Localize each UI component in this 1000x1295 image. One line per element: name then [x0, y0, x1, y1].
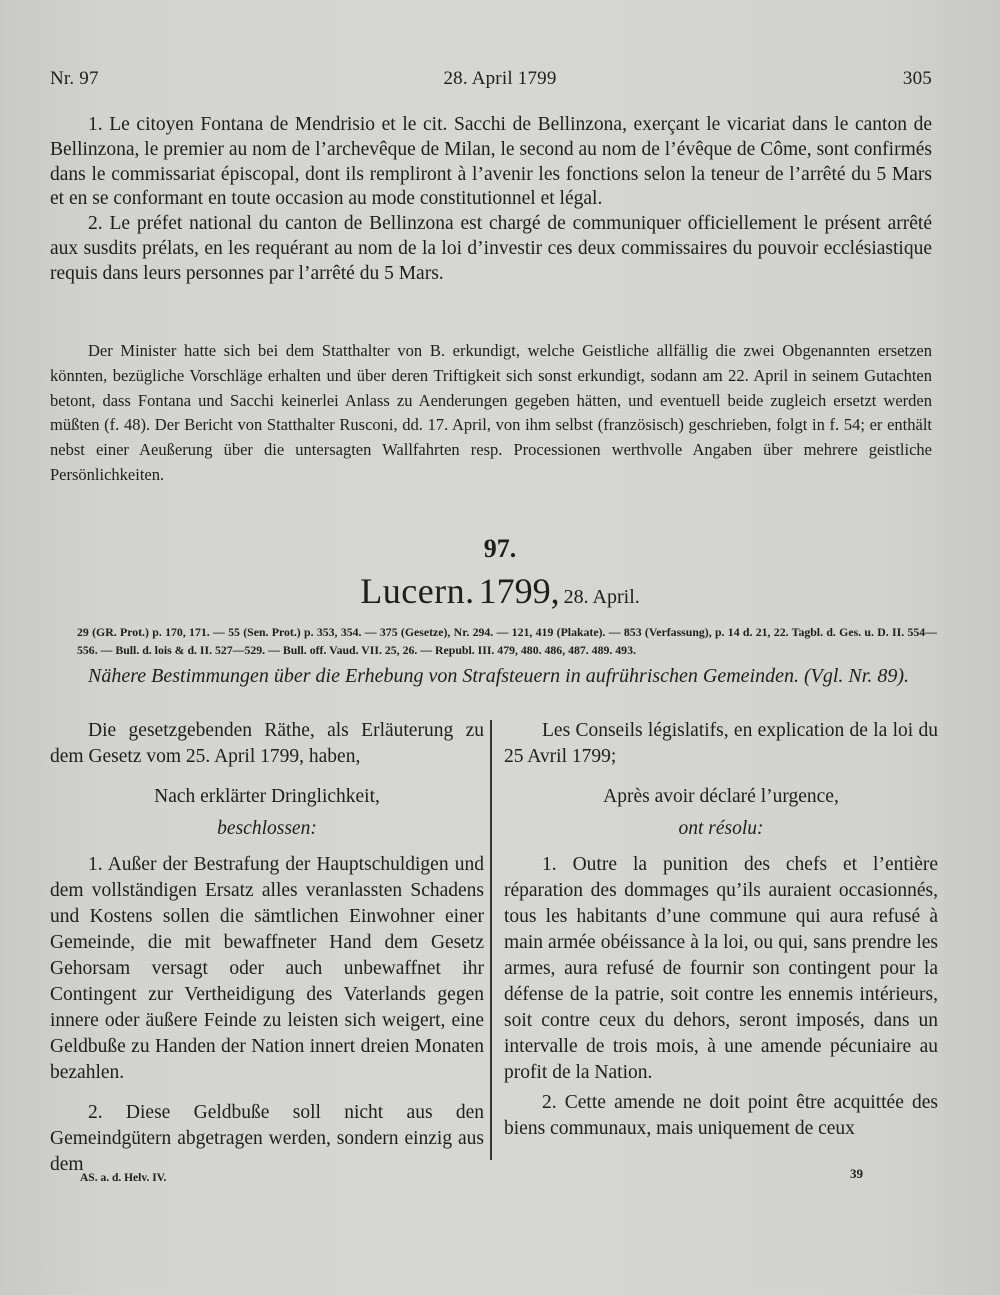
- document-date: 28. April.: [563, 586, 640, 608]
- document-year: 1799,: [478, 571, 560, 611]
- column-divider: [490, 720, 492, 1160]
- french-urgency: Après avoir déclaré l’urgence,: [603, 786, 839, 807]
- source-references: [77, 624, 937, 659]
- german-article-1: 1. Außer der Bestrafung der Hauptschuldigen und dem vollständigen Ersatz alles veranlassten Schadens und Kostens sollen die sämtlichen Einwohner einer Gemeinde, die mit bewaffneter Hand dem Gesetz Gehorsam versagt oder auch unbewaffnet ihr Contingent zur Vertheidigung des Vaterlands gegen innere oder äußere Feinde zu leisten sich weigert, eine Geldbuße zu Handen der Nation innert dreien Monaten bezahlen.: [50, 854, 484, 1083]
- german-article-2: 2. Diese Geldbuße soll nicht aus den Gemeindgütern abgetragen werden, sondern einzig aus dem: [50, 1102, 484, 1175]
- top-articles: [50, 113, 932, 287]
- french-intro: Les Conseils législatifs, en explication de la loi du 25 Avril 1799;: [504, 720, 938, 767]
- french-article-2: 2. Cette amende ne doit point être acquittée des biens communaux, mais uniquement de ceux: [504, 1092, 938, 1139]
- footer-sheet-signature: 39: [850, 1166, 863, 1181]
- top-article-2: 2. Le préfet national du canton de Bellinzona est chargé de communiquer officiellement le présent arrêté aux susdits prélats, en les requérant au nom de la loi d’investir ces deux commissaires du pouvoir ecclésiastique requis dans leurs personnes par l’arrêté du 5 Mars.: [50, 213, 932, 284]
- top-article-1: 1. Le citoyen Fontana de Mendrisio et le cit. Sacchi de Bellinzona, exerçant le vicariat dans le canton de Bellinzona, le premier au nom de l’archevêque de Milan, le second au nom de l’évêque de Côme, sont confirmés dans le commissariat épiscopal, dont ils rempliront à l’avenir les fonctions selon la teneur de l’arrêté du 5 Mars et en se conformant en toute occasion au mode constitutionnel et légal.: [50, 114, 932, 210]
- source-references-text: 29 (GR. Prot.) p. 170, 171. — 55 (Sen. Prot.) p. 353, 354. — 375 (Gesetze), Nr. 294. — 121, 419 (Plakate). — 853 (Verfassung), p. 14 d. 21, 22. Tagbl. d. Ges. u. D. II. 554—556. — Bull. d. lois & d. II. 527—529. — Bull. off. Vaud. VII. 25, 26. — Republ. III. 479, 480. 486, 487. 489. 493.: [77, 625, 937, 657]
- french-article-1: 1. Outre la punition des chefs et l’entière réparation des dommages qu’ils auraient occasionnés, tous les habitants d’une commune qui aura refusé à main armée obéissance à la loi, ou qui, sans prendre les armes, aura refusé de fournir son contingent pour la défense de la patrie, soit contre les ennemis intérieurs, soit contre ceux du dehors, seront imposés, dans un intervalle de trois mois, à une amende pécuniaire au profit de la Nation.: [504, 854, 938, 1083]
- footer-collection-signature: AS. a. d. Helv. IV.: [80, 1172, 167, 1184]
- document-summary-text: Nähere Bestimmungen über die Erhebung von Strafsteuern in aufrührischen Gemeinden. (Vgl. Nr. 89).: [88, 665, 909, 687]
- document-summary: [50, 664, 938, 689]
- editorial-note: [50, 339, 932, 488]
- german-column: [50, 718, 484, 1178]
- editorial-note-text: Der Minister hatte sich bei dem Statthalter von B. erkundigt, welche Geistliche allfällig die zwei Obgenannten ersetzen könnten, bezügliche Vorschläge erhalten und über deren Triftigkeit sich sonst erkundigt, sodann am 22. April in seinem Gutachten betont, dass Fontana und Sacchi keinerlei Anlass zu Aenderungen gegeben hätten, und eventuell beide zugleich ersetzt werden müßten (f. 48). Der Bericht von Statthalter Rusconi, dd. 17. April, von ihm selbst (französisch) geschrieben, folgt in f. 54; er enthält nebst einer Aeußerung über die untersagten Wallfahrten resp. Processionen werthvolle Angaben über mehrere geistliche Persönlichkeiten.: [50, 341, 932, 484]
- german-intro: Die gesetzgebenden Räthe, als Erläuterung zu dem Gesetz vom 25. April 1799, haben,: [50, 720, 484, 767]
- running-header-number: Nr. 97: [50, 68, 99, 89]
- document-number: 97.: [483, 534, 517, 563]
- document-heading: [0, 570, 1000, 612]
- french-resolved: ont résolu:: [678, 818, 764, 839]
- german-urgency: Nach erklärter Dringlichkeit,: [154, 786, 380, 807]
- document-place: Lucern.: [360, 571, 475, 611]
- page-number: 305: [902, 68, 932, 89]
- french-column: [504, 718, 938, 1142]
- running-header-date: 28. April 1799: [443, 68, 557, 89]
- german-resolved: beschlossen:: [217, 818, 317, 839]
